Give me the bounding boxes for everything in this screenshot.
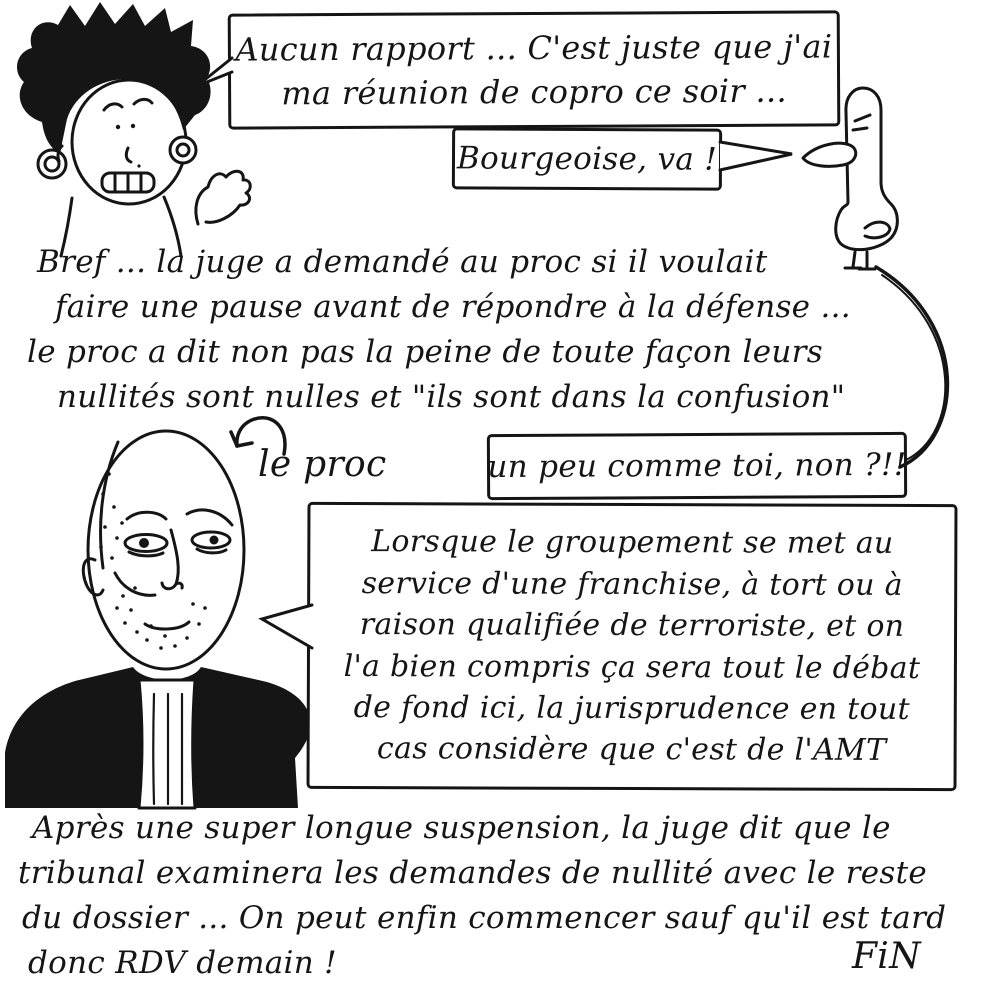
bubble-top-line: Aucun rapport ... C'est juste que j'ai	[235, 27, 833, 69]
bubble-bourgeoise-tail	[718, 138, 796, 174]
bubble-top-line: ma réunion de copro ce soir ...	[281, 71, 787, 113]
bubble-comme-toi-text: un peu comme toi, non ?!!	[487, 446, 907, 486]
bubble-prosecutor-line: de fond ici, la jurisprudence en tout	[353, 689, 910, 727]
narration-line: Bref ... la juge a demandé au proc si il voulait	[37, 244, 768, 280]
bubble-prosecutor-line: Lorsque le groupement se met au	[371, 524, 894, 562]
narration-line: tribunal examinera les demandes de nullité avec le reste	[18, 854, 928, 891]
narration-line: du dossier ... On peut enfin commencer sauf qu'il est tard	[22, 899, 947, 936]
bubble-prosecutor-tail	[258, 602, 314, 652]
bubble-prosecutor-line: raison qualifiée de terroriste, et on	[359, 607, 905, 645]
bubble-prosecutor-line: l'a bien compris ça sera tout le débat	[343, 648, 921, 686]
speech-bubble-comme-toi	[487, 432, 907, 500]
narration-bottom	[18, 806, 978, 986]
bubble-top-tail	[194, 56, 234, 92]
speech-bubble-bourgeoise	[452, 127, 722, 190]
speech-bubble-prosecutor	[307, 502, 958, 791]
proc-label: le proc	[258, 444, 387, 485]
narration-line: faire une pause avant de répondre à la défense ...	[55, 288, 851, 325]
bubble-bourgeoise-text: Bourgeoise, va !	[456, 140, 718, 178]
bubble-prosecutor-line: cas considère que c'est de l'AMT	[376, 731, 887, 769]
narration-line: le proc a dit non pas la peine de toute façon leurs	[27, 333, 823, 370]
bubble-comme-toi-tail	[862, 255, 992, 473]
narration-line: donc RDV demain !	[28, 944, 337, 981]
narration-line: nullités sont nulles et "ils sont dans la confusion"	[57, 378, 846, 415]
woman-character	[2, 0, 254, 258]
narration-line: Après une super longue suspension, la juge dit que le	[32, 810, 891, 846]
narration-top	[25, 240, 955, 420]
bubble-prosecutor-line: service d'une franchise, à tort ou à	[361, 565, 903, 603]
speech-bubble-top	[228, 10, 841, 129]
fin-label: FiN	[852, 936, 921, 977]
